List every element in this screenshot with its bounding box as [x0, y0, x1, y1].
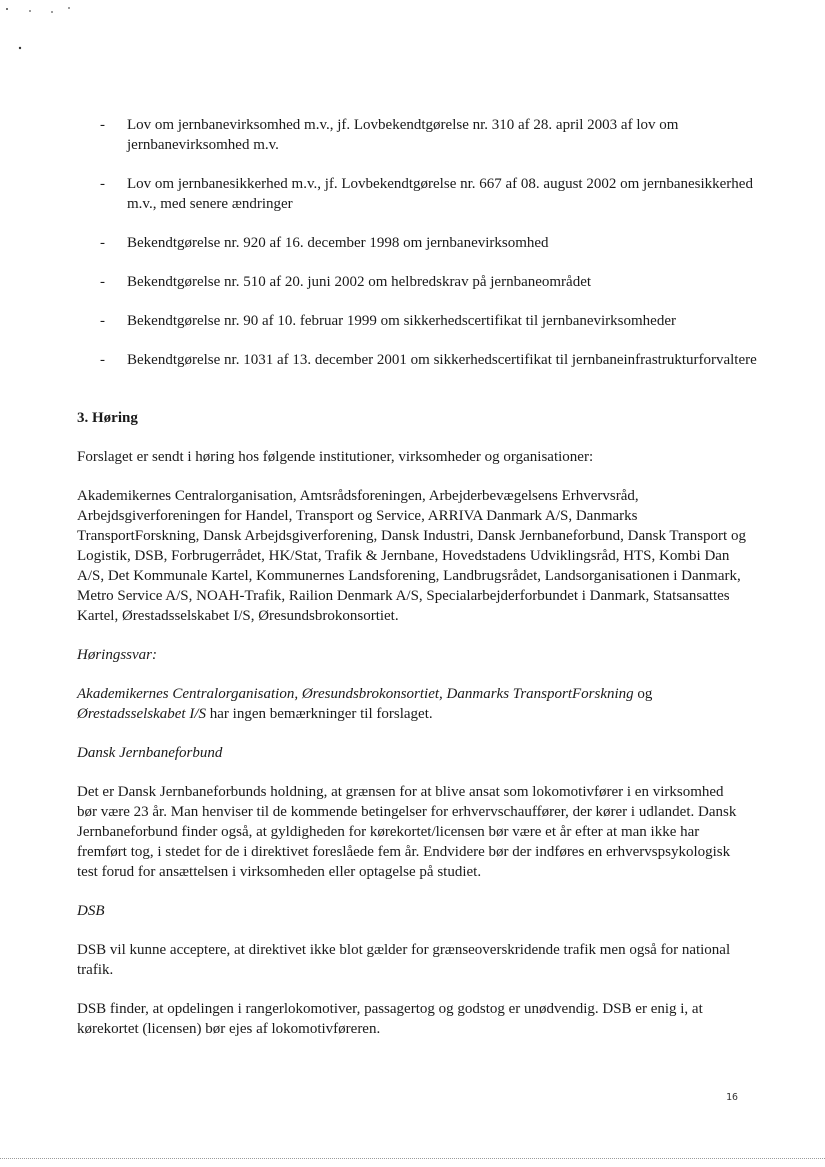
respondent-name: DSB	[77, 903, 105, 919]
list-item	[100, 311, 760, 331]
list-item-text: Lov om jernbanevirksomhed m.v., jf. Lovbekendtgørelse nr. 310 af 28. april 2003 af lov om jernbanevirksomhed m.v.	[127, 117, 679, 153]
scan-bottom-edge	[0, 1158, 825, 1159]
organisation-list: Akademikernes Centralorganisation, Amtsrådsforeningen, Arbejderbevægelsens Erhvervsråd, Arbejdsgiverforeningen for Handel, Transport og Service, ARRIVA Danmark A/S, Danmarks TransportForskning, Dansk Arbejdsgiverforening, Dansk Industri, Dansk Jernbaneforbund, Dansk Transport og Logistik, DSB, Forbrugerrådet, HK/Stat, Trafik & Jernbane, Hovedstadens Udviklingsråd, HTS, Kombi Dan A/S, Det Kommunale Kartel, Kommunernes Landsforening, Landbrugsrådet, Landsorganisationen i Danmark, Metro Service A/S, NOAH-Trafik, Railion Denmark A/S, Specialarbejderforbundet i Danmark, Statsansattes Kartel, Ørestadsselskabet I/S, Øresundsbrokonsortiet.	[77, 488, 746, 624]
list-item-text: Lov om jernbanesikkerhed m.v., jf. Lovbekendtgørelse nr. 667 af 08. august 2002 om jernbanesikkerhed m.v., med senere ændringer	[127, 176, 753, 212]
section-heading: 3. Høring	[77, 410, 138, 426]
list-item-text: Bekendtgørelse nr. 920 af 16. december 1998 om jernbanevirksomhed	[127, 235, 549, 251]
response-paragraph: Det er Dansk Jernbaneforbunds holdning, at grænsen for at blive ansat som lokomotivfører i en virksomhed bør være 23 år. Man henviser til de kommende betingelser for erhvervschauffører, der kører i udlandet. Dansk Jernbaneforbund finder også, at gyldigheden for kørekortet/licensen bør være et år efter at man ikke har fremført tog, i stedet for de i direktivet foreslåede fem år. Endvidere bør der indføres en erhvervspsykologisk test forud for ansættelsen i virksomheden eller optagelse på studiet.	[77, 784, 737, 880]
bullet-dash: -	[100, 313, 105, 329]
bullet-dash: -	[100, 235, 105, 251]
list-item	[100, 115, 760, 155]
responses-heading: Høringssvar:	[77, 647, 158, 663]
respondent-name: Dansk Jernbaneforbund	[77, 745, 223, 761]
list-item-text: Bekendtgørelse nr. 90 af 10. februar 1999 om sikkerhedscertifikat til jernbanevirksomheder	[127, 313, 676, 329]
list-item-text: Bekendtgørelse nr. 1031 af 13. december 2001 om sikkerhedscertifikat til jernbaneinfrastrukturforvaltere	[127, 352, 757, 368]
list-item	[100, 174, 760, 214]
bullet-dash: -	[100, 274, 105, 290]
scan-specks	[0, 0, 825, 80]
page-number: 16	[726, 1092, 739, 1103]
no-comments-connector: og	[633, 686, 653, 702]
no-comments-paragraph	[77, 684, 747, 724]
response-paragraph: DSB vil kunne acceptere, at direktivet ikke blot gælder for grænseoverskridende trafik men også for national trafik.	[77, 942, 731, 978]
bullet-dash: -	[100, 352, 105, 368]
hearing-section	[77, 408, 747, 1058]
hearing-intro: Forslaget er sendt i høring hos følgende institutioner, virksomheder og organisationer:	[77, 449, 594, 465]
response-paragraph: DSB finder, at opdelingen i rangerlokomotiver, passagertog og godstog er unødvendig. DSB er enig i, at kørekortet (licensen) bør ejes af lokomotivføreren.	[77, 1001, 703, 1037]
list-item	[100, 272, 760, 292]
list-item	[100, 233, 760, 253]
no-comments-rest: har ingen bemærkninger til forslaget.	[206, 706, 433, 722]
no-comments-last-name: Ørestadsselskabet I/S	[77, 706, 207, 722]
list-item-text: Bekendtgørelse nr. 510 af 20. juni 2002 om helbredskrav på jernbaneområdet	[127, 274, 592, 290]
bullet-dash: -	[100, 176, 105, 192]
no-comments-names: Akademikernes Centralorganisation, Øresundsbrokonsortiet, Danmarks TransportForskning	[77, 686, 634, 702]
bullet-dash: -	[100, 117, 105, 133]
legislation-list	[100, 115, 760, 389]
list-item	[100, 350, 760, 370]
